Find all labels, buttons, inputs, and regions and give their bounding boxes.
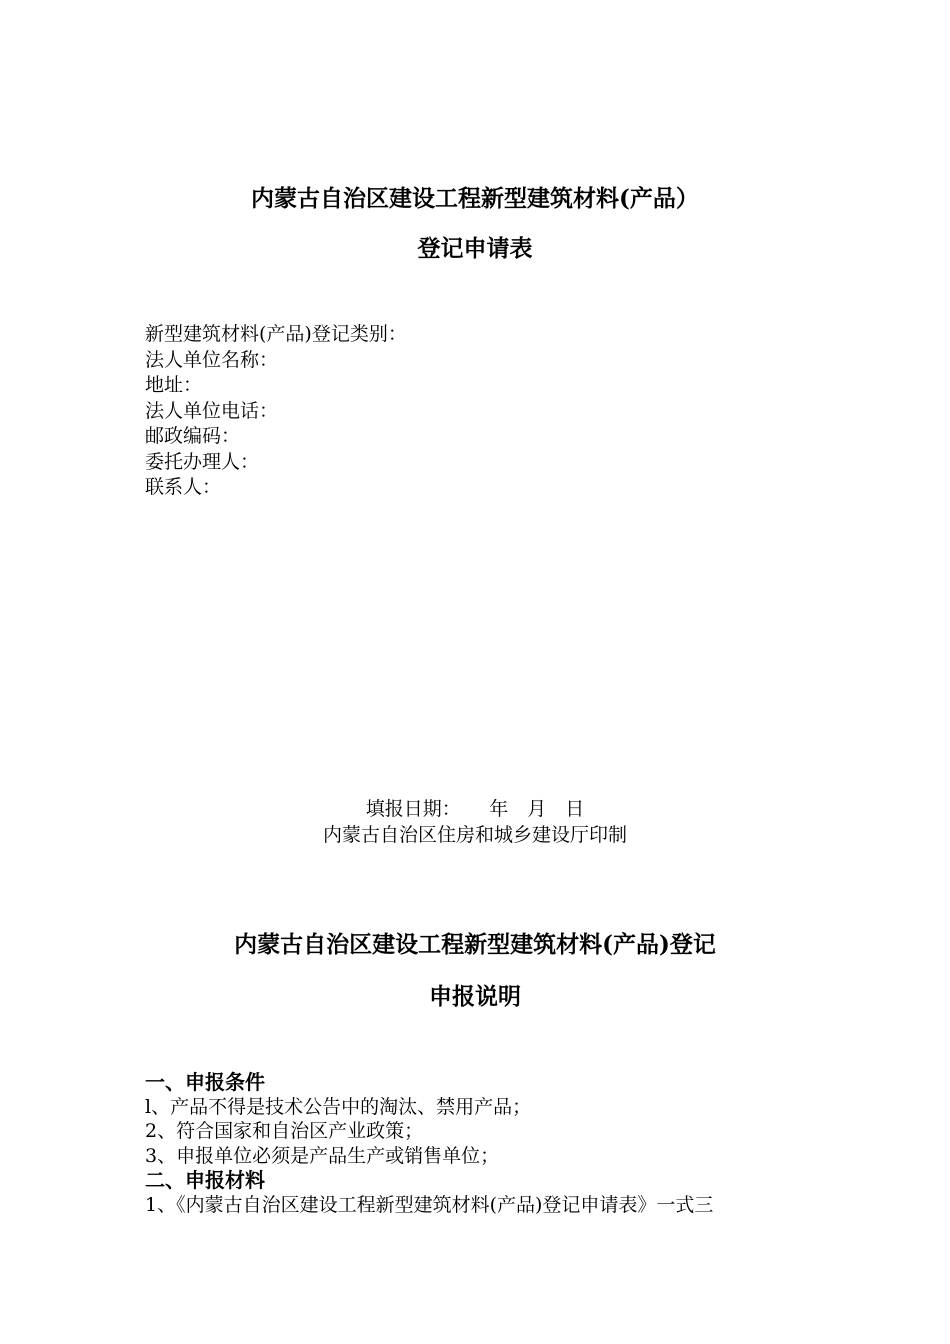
fill-date-line: 填报日期： 年 月 日 [365, 798, 585, 820]
condition-item: 3、申报单位必须是产品生产或销售单位； [145, 1144, 500, 1167]
condition-item: 2、符合国家和自治区产业政策； [145, 1120, 424, 1142]
section-heading-conditions: 一、申报条件 [145, 1070, 265, 1094]
field-company-phone-label: 法人单位电话： [145, 399, 279, 422]
instructions-title-line2: 申报说明 [429, 983, 521, 1010]
instructions-body [145, 1070, 713, 1217]
field-contact-label: 联系人： [145, 476, 222, 498]
section-heading-materials: 二、申报材料 [145, 1168, 265, 1192]
registration-field-list [145, 322, 407, 501]
field-company-name-label: 法人单位名称： [145, 348, 279, 371]
field-postal-code-label: 邮政编码： [145, 425, 241, 447]
cover-title-line1: 内蒙古自治区建设工程新型建筑材料(产品） [251, 185, 699, 212]
printer-line: 内蒙古自治区住房和城乡建设厅印制 [322, 824, 627, 846]
instructions-title-line1: 内蒙古自治区建设工程新型建筑材料(产品)登记 [234, 931, 716, 958]
condition-item: l、产品不得是技术公告中的淘汰、禁用产品； [145, 1095, 532, 1118]
field-agent-label: 委托办理人： [145, 450, 260, 473]
field-category-label: 新型建筑材料(产品)登记类别： [145, 323, 407, 345]
cover-title-line2: 登记申请表 [417, 235, 533, 262]
field-address-label: 地址： [145, 374, 203, 396]
material-item: 1、《内蒙古自治区建设工程新型建筑材料(产品)登记申请表》一式三 [145, 1193, 714, 1216]
